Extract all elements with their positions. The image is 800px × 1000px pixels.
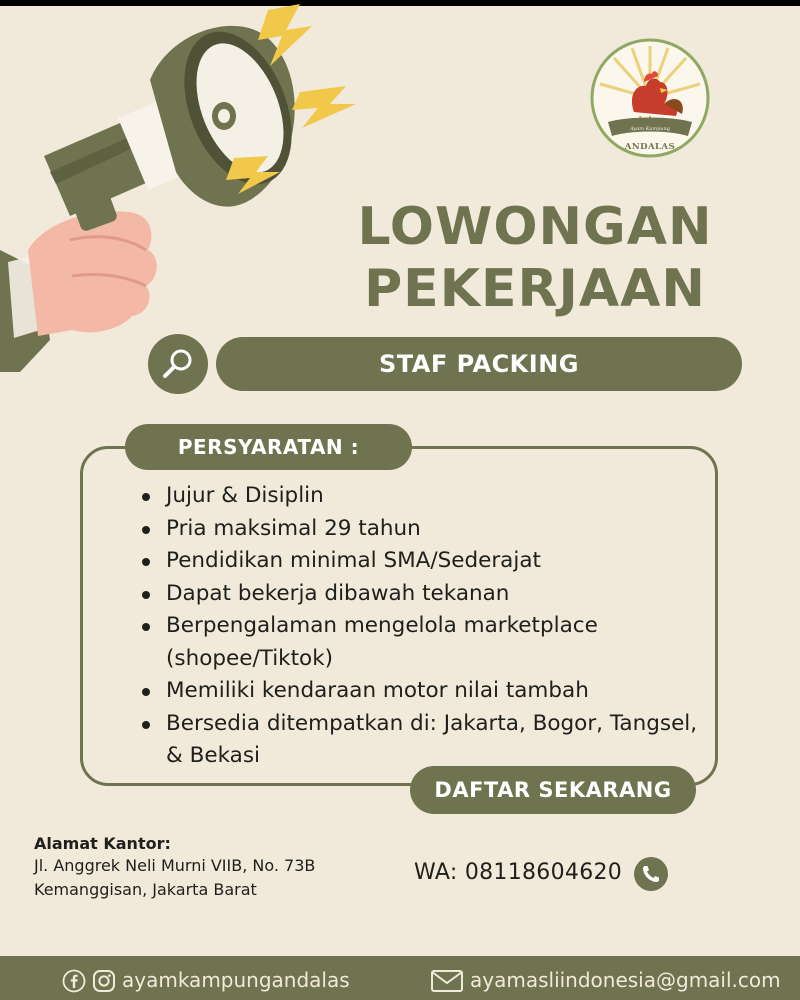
address-line-2: Kemanggisan, Jakarta Barat: [34, 880, 257, 899]
instagram-icon[interactable]: [92, 969, 116, 993]
logo-tagline: Ayam Kampung: [630, 126, 670, 132]
list-item: Jujur & Disiplin: [142, 480, 702, 513]
mail-icon: [430, 969, 464, 993]
logo-brand: ANDALAS: [624, 142, 676, 152]
whatsapp-number[interactable]: WA: 08118604620: [414, 860, 623, 885]
list-item: Pendidikan minimal SMA/Sederajat: [142, 545, 702, 578]
megaphone-icon: [0, 0, 380, 380]
list-item: Bersedia ditempatkan di: Jakarta, Bogor, Tangsel, & Bekasi: [142, 708, 702, 773]
social-handle[interactable]: ayamkampungandalas: [122, 968, 350, 992]
list-item: Dapat bekerja dibawah tekanan: [142, 578, 702, 611]
search-icon: [160, 346, 196, 382]
page-title: [330, 196, 740, 320]
search-badge: [148, 334, 208, 394]
apply-now-button[interactable]: DAFTAR SEKARANG: [410, 766, 696, 814]
phone-badge[interactable]: [634, 857, 668, 891]
list-item: Berpengalaman mengelola marketplace (shopee/Tiktok): [142, 610, 702, 675]
job-position-pill: STAF PACKING: [216, 337, 742, 391]
facebook-icon[interactable]: [62, 969, 86, 993]
requirements-list: [142, 480, 702, 773]
phone-icon: [641, 864, 661, 884]
address-line-1: Jl. Anggrek Neli Murni VIIB, No. 73B: [34, 856, 316, 875]
address-title: Alamat Kantor:: [34, 834, 171, 853]
title-line-1: LOWONGAN: [357, 197, 713, 257]
title-line-2: PEKERJAAN: [364, 259, 706, 319]
andalas-logo: [590, 38, 710, 158]
email-address[interactable]: ayamasliindonesia@gmail.com: [470, 968, 781, 992]
requirements-title: PERSYARATAN :: [125, 424, 412, 470]
list-item: Memiliki kendaraan motor nilai tambah: [142, 675, 702, 708]
list-item: Pria maksimal 29 tahun: [142, 513, 702, 546]
